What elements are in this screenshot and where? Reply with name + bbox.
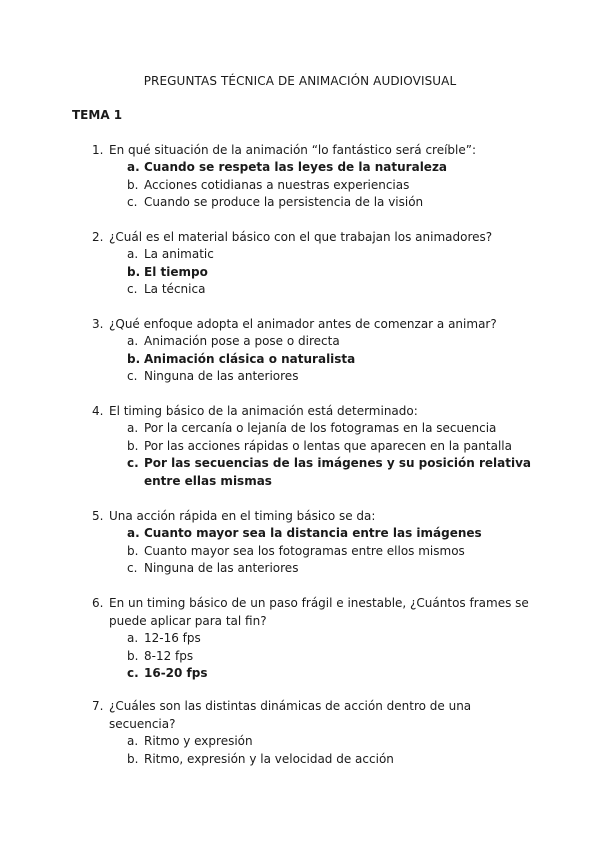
option-a: a. Animación pose a pose o directa [127, 334, 340, 348]
question-number: 4. [92, 404, 104, 418]
option-c: c. Ninguna de las anteriores [127, 369, 299, 383]
option-b: b. Animación clásica o naturalista [127, 351, 356, 366]
options-list [92, 333, 532, 386]
question-text: El timing básico de la animación está determinado: [109, 404, 418, 418]
question-text: ¿Cuáles son las distintas dinámicas de acción dentro de una secuencia? [109, 699, 472, 731]
question-2 [92, 228, 532, 299]
options-list [92, 525, 532, 578]
question-6 [92, 594, 532, 683]
question-5 [92, 507, 532, 578]
question-number: 7. [92, 699, 104, 713]
question-number: 2. [92, 230, 104, 244]
options-list [92, 159, 532, 212]
options-list [92, 630, 532, 683]
question-number: 1. [92, 143, 104, 157]
question-4 [92, 402, 532, 490]
option-a: a. Ritmo y expresión [127, 734, 253, 748]
question-7 [92, 697, 532, 768]
question-number: 6. [92, 596, 104, 610]
option-b: b. El tiempo [127, 264, 208, 279]
question-text: ¿Cuál es el material básico con el que trabajan los animadores? [109, 230, 493, 244]
option-c: c. 16-20 fps [127, 666, 208, 680]
page-title: PREGUNTAS TÉCNICA DE ANIMACIÓN AUDIOVISUAL [143, 74, 457, 88]
option-b: b. Ritmo, expresión y la velocidad de acción [127, 751, 394, 766]
section-heading: TEMA 1 [72, 108, 123, 122]
options-list [92, 246, 532, 299]
option-b: b. Acciones cotidianas a nuestras experiencias [127, 177, 410, 192]
question-number: 5. [92, 509, 104, 523]
option-a: a. La animatic [127, 247, 214, 261]
option-b: b. Cuanto mayor sea los fotogramas entre ellos mismos [127, 543, 465, 558]
question-text: En qué situación de la animación “lo fantástico será creíble”: [109, 143, 477, 157]
question-1 [92, 141, 532, 212]
question-text: Una acción rápida en el timing básico se da: [109, 509, 376, 523]
option-c: c. Ninguna de las anteriores [127, 561, 299, 575]
question-number: 3. [92, 317, 104, 331]
question-text: ¿Qué enfoque adopta el animador antes de comenzar a animar? [109, 317, 497, 331]
option-a: a. Cuanto mayor sea la distancia entre las imágenes [127, 526, 482, 540]
question-text: En un timing básico de un paso frágil e inestable, ¿Cuántos frames se puede aplicar para tal fin? [109, 596, 529, 628]
option-a: a. Cuando se respeta las leyes de la naturaleza [127, 160, 448, 174]
options-list [92, 733, 532, 768]
option-b: b. 8-12 fps [127, 648, 194, 663]
option-c: c. Cuando se produce la persistencia de la visión [127, 195, 424, 209]
option-a: a. 12-16 fps [127, 631, 201, 645]
option-a: a. Por la cercanía o lejanía de los fotogramas en la secuencia [127, 421, 497, 435]
option-b: b. Por las acciones rápidas o lentas que aparecen en la pantalla [127, 438, 512, 453]
option-c: c. La técnica [127, 282, 206, 296]
options-list [92, 420, 532, 490]
question-3 [92, 315, 532, 386]
option-c: c. Por las secuencias de las imágenes y su posición relativa entre ellas mismas [127, 456, 531, 488]
